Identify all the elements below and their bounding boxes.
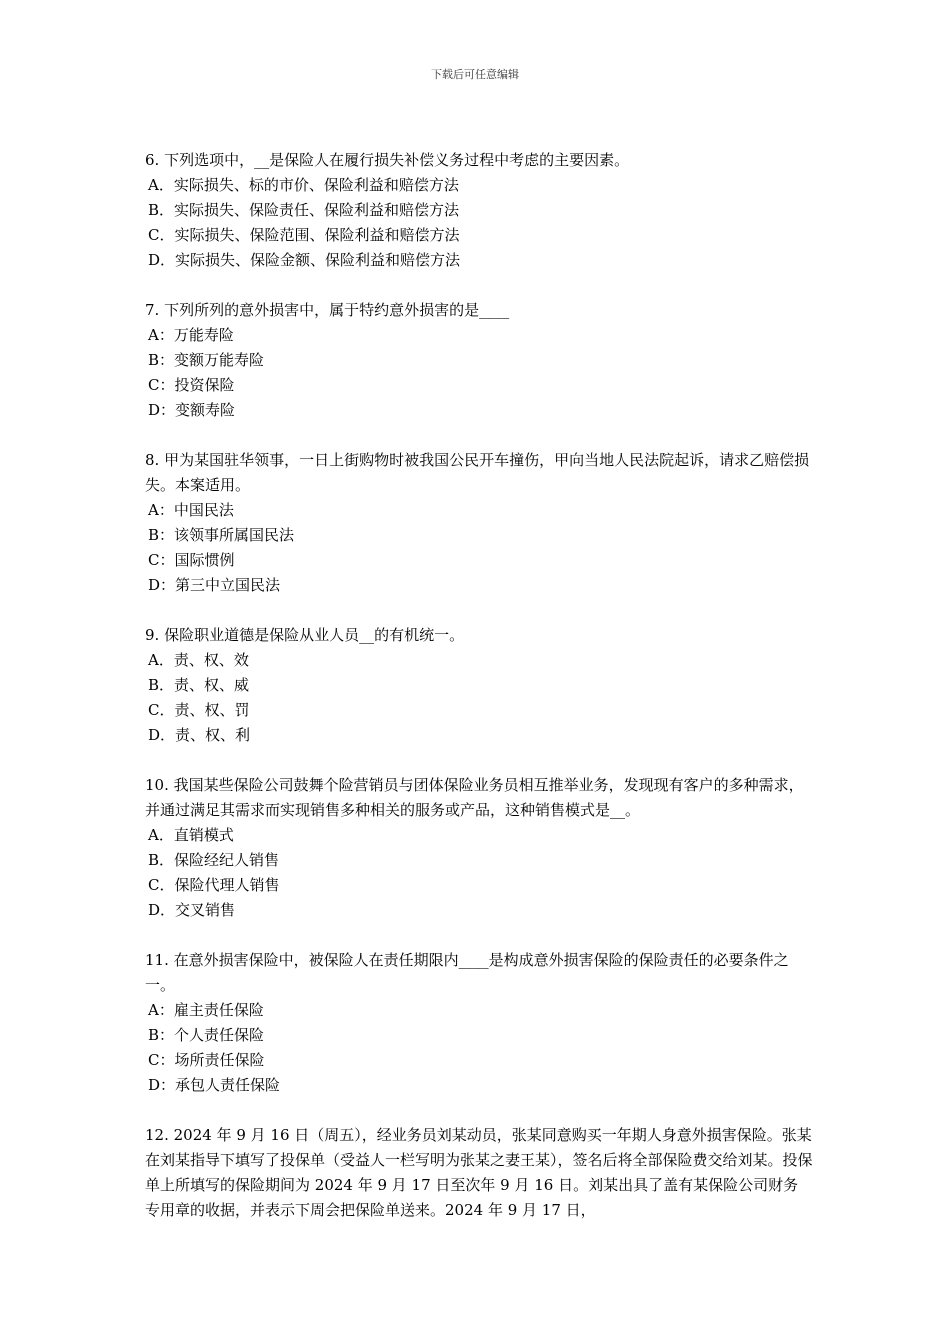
question-9 xyxy=(145,623,813,748)
question-stem: 10. 我国某些保险公司鼓舞个险营销员与团体保险业务员相互推举业务，发现现有客户的多种需求，并通过满足其需求而实现销售多种相关的服务或产品，这种销售模式是__。 xyxy=(145,776,804,819)
option-d: D：变额寿险 xyxy=(148,401,236,419)
question-11 xyxy=(145,948,813,1098)
option-a: A．直销模式 xyxy=(148,826,234,844)
option-b: B：变额万能寿险 xyxy=(148,351,265,369)
option-a: A：万能寿险 xyxy=(148,326,234,344)
option-c: C：投资保险 xyxy=(148,376,235,394)
option-c: C．责、权、罚 xyxy=(148,701,250,719)
option-a: A：雇主责任保险 xyxy=(148,1001,264,1019)
question-7 xyxy=(145,298,813,423)
question-10 xyxy=(145,773,813,923)
question-6 xyxy=(145,148,813,273)
option-c: C：场所责任保险 xyxy=(148,1051,265,1069)
option-b: B．责、权、威 xyxy=(148,676,250,694)
question-stem: 8. 甲为某国驻华领事，一日上街购物时被我国公民开车撞伤，甲向当地人民法院起诉，请求乙赔偿损失。本案适用。 xyxy=(145,451,810,494)
question-list xyxy=(145,148,813,1248)
option-b: B．实际损失、保险责任、保险利益和赔偿方法 xyxy=(148,201,460,219)
option-d: D．交叉销售 xyxy=(148,901,236,919)
question-stem: 6. 下列选项中，__是保险人在履行损失补偿义务过程中考虑的主要因素。 xyxy=(145,151,630,169)
question-8 xyxy=(145,448,813,598)
question-stem: 11. 在意外损害保险中，被保险人在责任期限内____是构成意外损害保险的保险责任的必要条件之一。 xyxy=(145,951,789,994)
option-b: B：个人责任保险 xyxy=(148,1026,265,1044)
question-stem: 9. 保险职业道德是保险从业人员__的有机统一。 xyxy=(145,626,465,644)
option-d: D．实际损失、保险金额、保险利益和赔偿方法 xyxy=(148,251,461,269)
option-c: C．保险代理人销售 xyxy=(148,876,280,894)
question-12 xyxy=(145,1123,813,1223)
question-stem: 12. 2024 年 9 月 16 日（周五），经业务员刘某动员，张某同意购买一年期人身意外损害保险。张某在刘某指导下填写了投保单（受益人一栏写明为张某之妻王某），签名后将全部保险费交给刘某。投保单上所填写的保险期间为 2024 年 9 月 17 日至次年 9 月 16 日。刘某出具了盖有某保险公司财务专用章的收据，并表示下周会把保险单送来。2024 年 9 月 17 日， xyxy=(145,1126,813,1219)
option-a: A．责、权、效 xyxy=(148,651,249,669)
page-header: 下载后可任意编辑 xyxy=(431,68,519,81)
option-d: D：第三中立国民法 xyxy=(148,576,281,594)
option-b: B．保险经纪人销售 xyxy=(148,851,280,869)
option-a: A：中国民法 xyxy=(148,501,234,519)
question-stem: 7. 下列所列的意外损害中，属于特约意外损害的是____ xyxy=(145,301,510,319)
option-a: A．实际损失、标的市价、保险利益和赔偿方法 xyxy=(148,176,459,194)
option-d: D：承包人责任保险 xyxy=(148,1076,281,1094)
option-b: B：该领事所属国民法 xyxy=(148,526,295,544)
option-c: C：国际惯例 xyxy=(148,551,235,569)
option-d: D．责、权、利 xyxy=(148,726,251,744)
option-c: C．实际损失、保险范围、保险利益和赔偿方法 xyxy=(148,226,460,244)
